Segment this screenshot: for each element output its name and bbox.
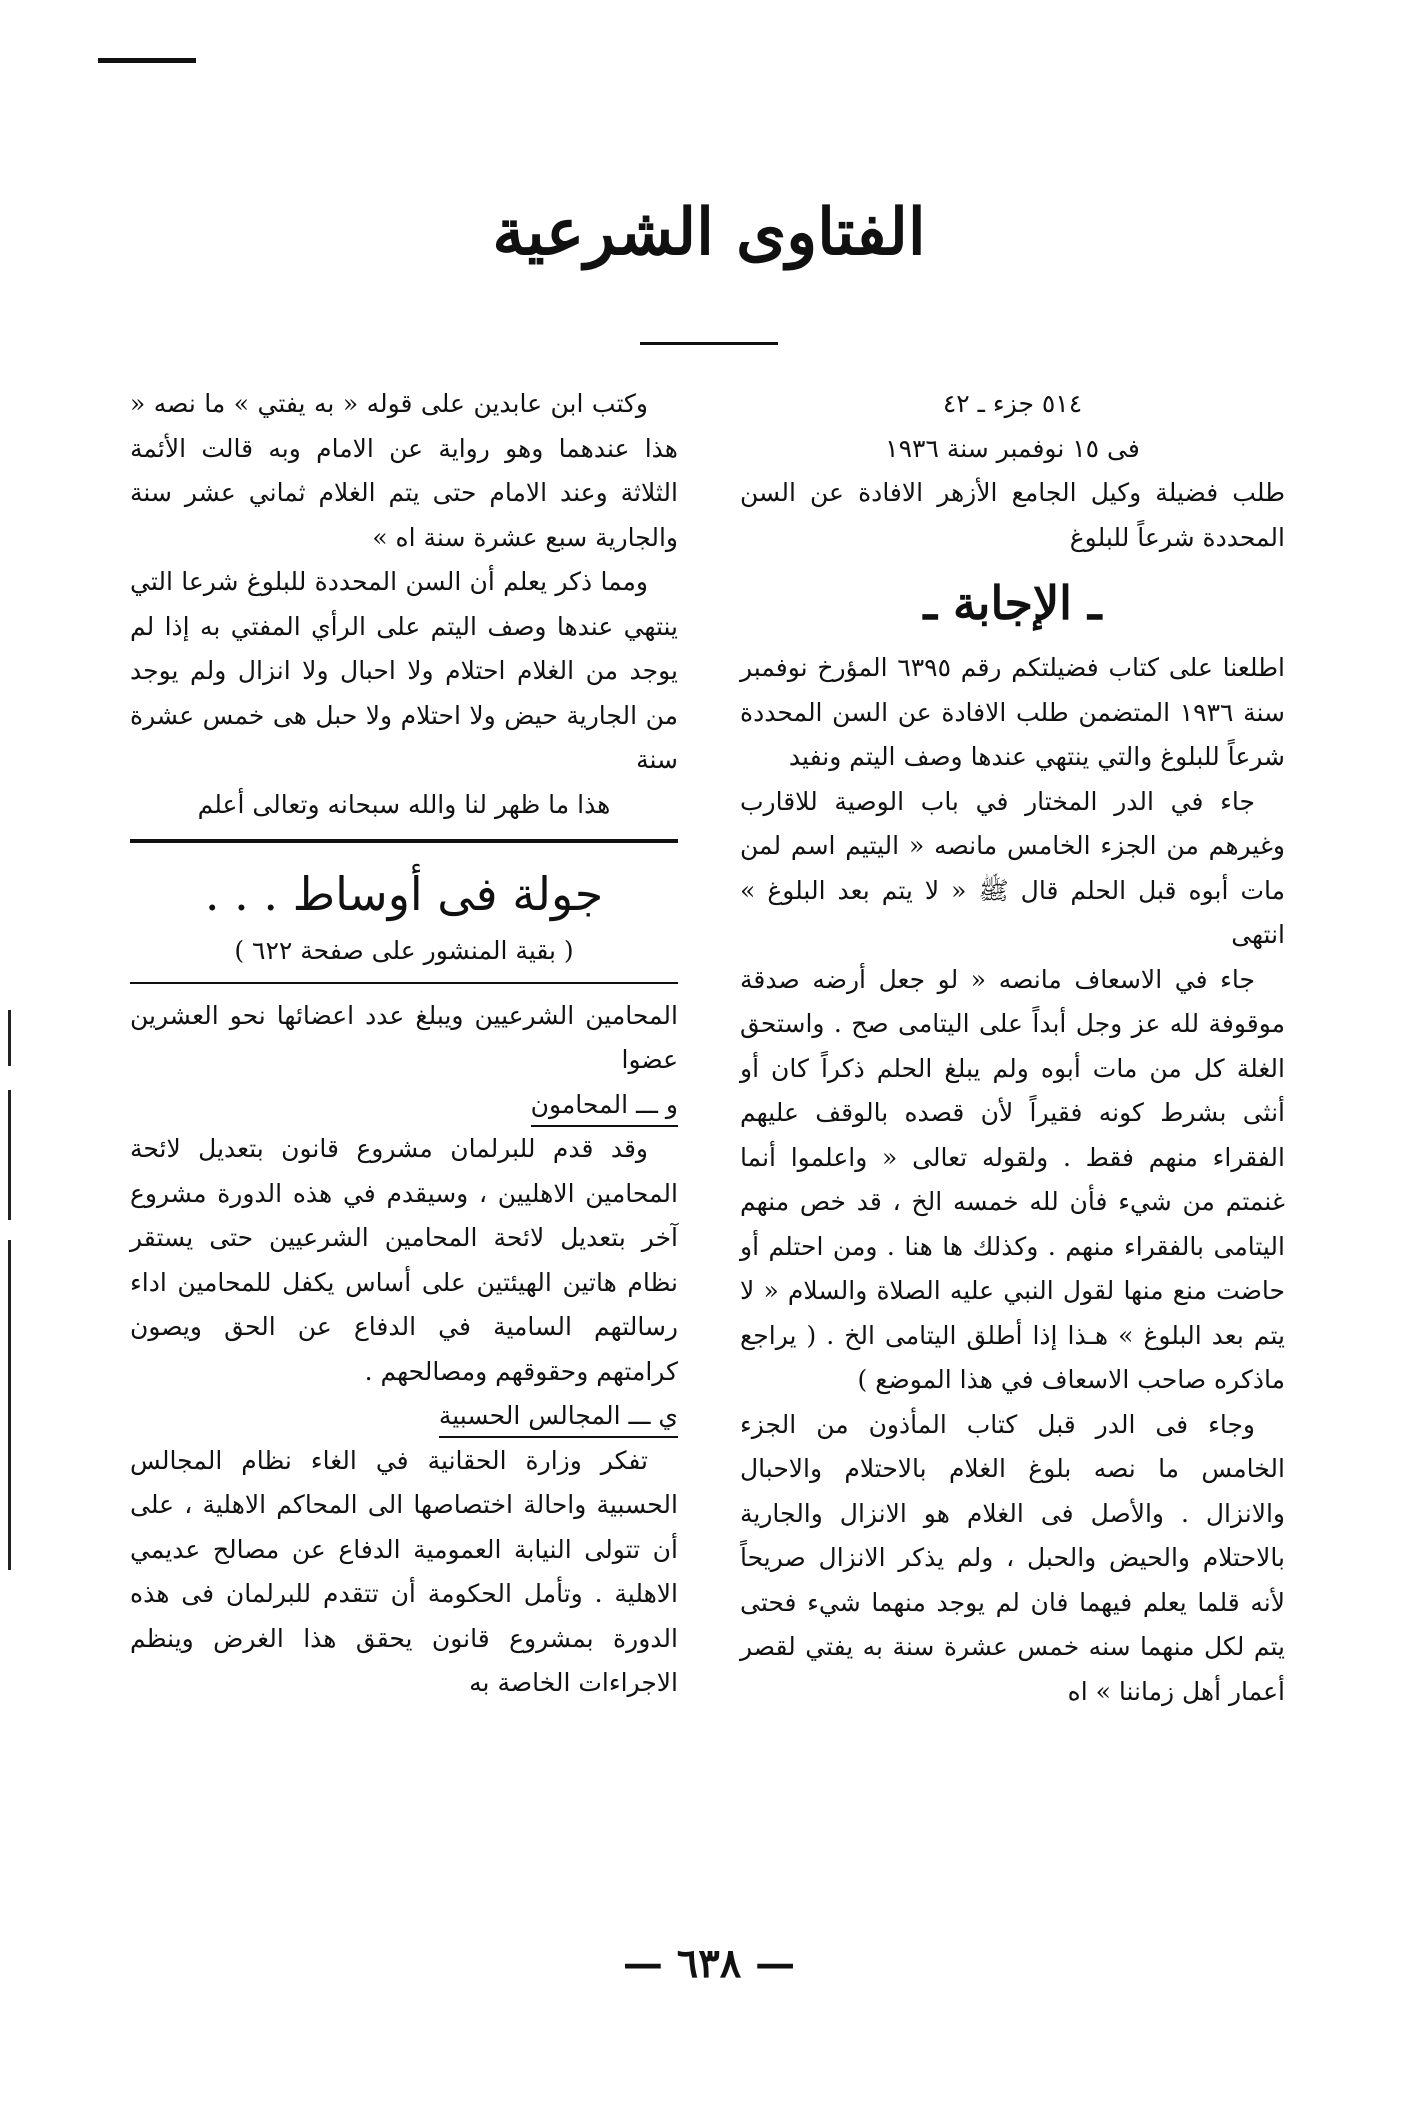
answer-heading: ـ الإجابة ـ [923,576,1102,630]
margin-mark [8,1010,11,1066]
article-heading: جولة فى أوساط . . . [204,867,604,921]
page-title: الفتاوى الشرعية [492,195,926,270]
answer-paragraph: اطلعنا على كتاب فضيلتكم رقم ٦٣٩٥ المؤرخ نوفمبر سنة ١٩٣٦ المتضمن طلب الافادة عن السن المحددة شرعاً للبلوغ والتي ينتهي عندها وصف اليتم ونفيد [740,653,1286,771]
article-paragraph: المحامين الشرعيين ويبلغ عدد اعضائها نحو العشرين عضوا [130,1000,678,1074]
left-column [130,382,678,1706]
right-column [740,382,1285,1714]
article-divider [130,982,678,984]
margin-mark [8,1090,11,1220]
article-subheading: ( بقية المنشور على صفحة ٦٢٢ ) [234,936,574,965]
title-rule [640,342,778,345]
article-subsection-heading: ي ـــ المجالس الحسبية [439,1396,678,1438]
fatwa-number: ٥١٤ جزء ـ ٤٢ [942,389,1083,418]
margin-mark [8,1240,11,1570]
article-paragraph: وقد قدم للبرلمان مشروع قانون بتعديل لائحة المحامين الاهليين ، وسيقدم في هذه الدورة مشروع آخر بتعديل لائحة المحامين الشرعيين حتى يستقر نظام هاتين الهيئتين على أساس يكفل للمحامين اداء رسالتهم السامية في الدفاع عن الحق ويصون كرامتهم وحقوقهم ومصالحهم . [130,1134,678,1386]
answer-paragraph: ومما ذكر يعلم أن السن المحددة للبلوغ شرعا التي ينتهي عندها وصف اليتم على الرأي المفتي به إذا لم يوجد من الغلام احتلام ولا احبال ولا انزال ولم يوجد من الجارية حيض ولا احتلام ولا حبل هى خمس عشرة سنة [130,567,678,774]
answer-paragraph: وكتب ابن عابدين على قوله « به يفتي » ما نصه « هذا عندهما وهو رواية عن الامام وبه قالت الأئمة الثلاثة وعند الامام حتى يتم الغلام ثماني عشر سنة والجارية سبع عشرة سنة اه » [130,389,678,552]
section-divider [130,839,678,843]
answer-paragraph: وجاء فى الدر قبل كتاب المأذون من الجزء الخامس ما نصه بلوغ الغلام بالاحتلام والاحبال والانزال . والأصل فى الغلام هو الانزال والجارية بالاحتلام والحيض والحبل ، ولم يذكر الانزال صريحاً لأنه قلما يعلم فيهما فان لم يوجد منهما شيء فحتى يتم لكل منهما سنه خمس عشرة سنة به يفتي لقصر أعمار أهل زماننا » اه [740,1409,1285,1706]
article-paragraph: تفكر وزارة الحقانية في الغاء نظام المجالس الحسبية واحالة اختصاصها الى المحاكم الاهلية ، على أن تتولى النيابة العمومية الدفاع عن مصالح عديمي الاهلية . وتأمل الحكومة أن تتقدم للبرلمان فى هذه الدورة بمشروع قانون يحقق هذا الغرض وينظم الاجراءات الخاصة به [130,1445,678,1697]
answer-paragraph: جاء في الاسعاف مانصه « لو جعل أرضه صدقة موقوفة لله عز وجل أبداً على اليتامى صح . واستحق الغلة كل من مات أبوه ولم يبلغ الحلم ذكراً كان أو أنثى بشرط كونه فقيراً لأن قصده بالوقف عليهم الفقراء منهم فقط . ولقوله تعالى « واعلموا أنما غنمتم من شيء فأن لله خمسه الخ ، قد خص منهم اليتامى بالفقراء منهم . وكذلك ها هنا . ومن احتلم أو حاضت منع منها لقول النبي عليه الصلاة والسلام « لا يتم بعد البلوغ » هـذا إذا أطلق اليتامى الخ . ( يراجع ماذكره صاحب الاسعاف في هذا الموضع ) [740,964,1285,1394]
article-subsection-heading: و ـــ المحامون [531,1085,678,1127]
answer-paragraph: جاء في الدر المختار في باب الوصية للاقارب وغيرهم من الجزء الخامس مانصه « اليتيم اسم لمن مات أبوه قبل الحلم قال ﷺ « لا يتم بعد البلوغ » انتهى [740,786,1285,949]
page-number: — ٦٣٨ — [622,1940,796,1987]
corner-rule [98,58,196,63]
fatwa-closing: هذا ما ظهر لنا والله سبحانه وتعالى أعلم [197,789,611,819]
fatwa-question: طلب فضيلة وكيل الجامع الأزهر الافادة عن السن المحددة شرعاً للبلوغ [740,478,1285,552]
fatwa-date: فى ١٥ نوفمبر سنة ١٩٣٦ [885,433,1140,463]
